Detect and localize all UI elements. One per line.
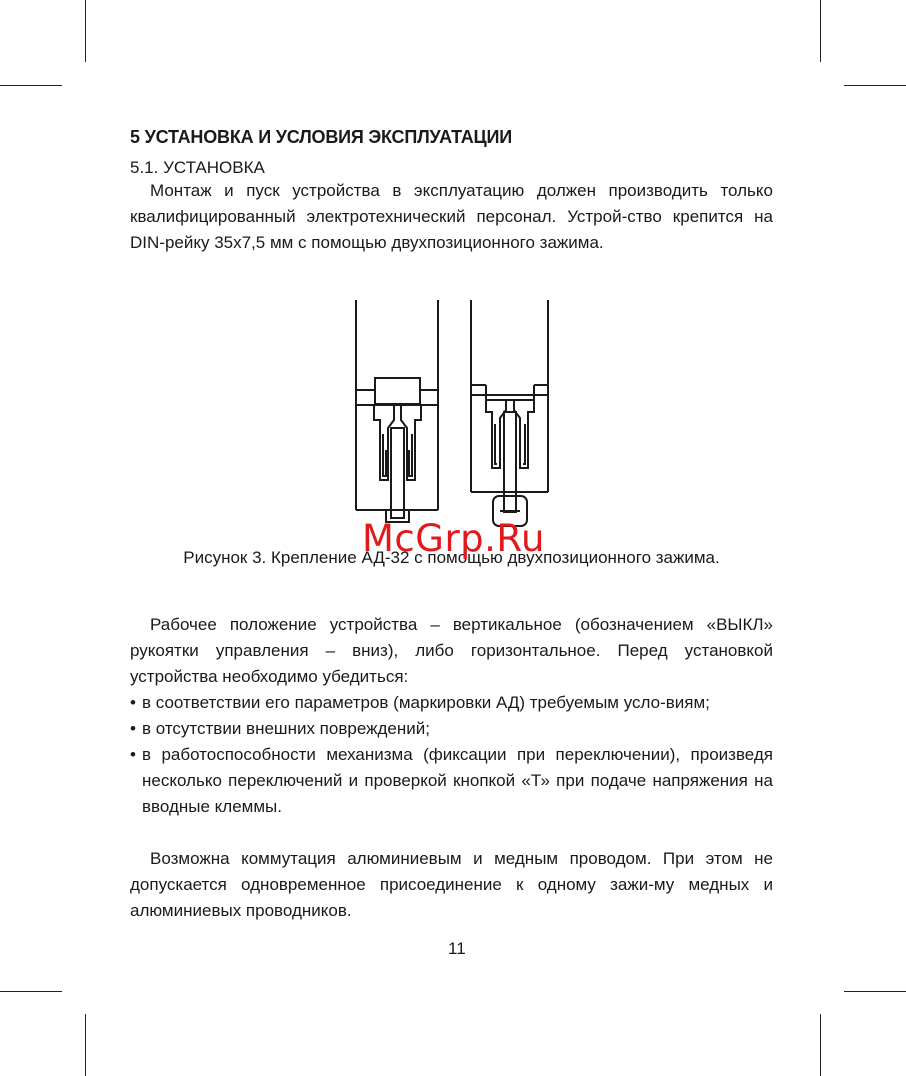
subsection-title: 5.1. УСТАНОВКА [130, 158, 265, 177]
crop-mark-bottom-left-vertical [85, 1014, 86, 1076]
bullet-marker: • [130, 745, 136, 764]
crop-mark-top-left-horizontal [0, 85, 62, 86]
bullet-marker: • [130, 719, 136, 738]
checklist [130, 690, 773, 820]
crop-mark-top-right-horizontal [844, 85, 906, 86]
crop-mark-top-left-vertical [85, 0, 86, 62]
crop-mark-bottom-left-horizontal [0, 991, 62, 992]
wiring-paragraph: Возможна коммутация алюминиевым и медным проводом. При этом не допускается одновременное присоединение к одному зажи-му медных и алюминиевых проводников. [130, 849, 773, 920]
checklist-item: • в соответствии его параметров (маркировки АД) требуемым усло-виям; [130, 690, 773, 716]
site-watermark: McGrp.Ru [362, 517, 545, 560]
crop-mark-bottom-right-vertical [820, 1014, 821, 1076]
checklist-item: • в отсутствии внешних повреждений; [130, 716, 773, 742]
crop-mark-top-right-vertical [820, 0, 821, 62]
crop-mark-bottom-right-horizontal [844, 991, 906, 992]
bullet-marker: • [130, 693, 136, 712]
figure-caption: Рисунок 3. Крепление АД-32 с помощью двухпозиционного зажима. [183, 548, 720, 567]
intro-paragraph: Монтаж и пуск устройства в эксплуатацию должен производить только квалифицированный электротехнический персонал. Устрой-ство крепится на DIN-рейку 35х7,5 мм с помощью двухпозиционного зажима. [130, 181, 773, 252]
page-number: 11 [448, 939, 466, 958]
clamp-released-drawing [471, 300, 548, 526]
din-rail-clamp-figure [350, 300, 570, 660]
checklist-item: • в работоспособности механизма (фиксации при переключении), произведя несколько переключений и проверкой кнопкой «Т» при подаче напряжения на вводные клеммы. [130, 742, 773, 820]
section-title: 5 УСТАНОВКА И УСЛОВИЯ ЭКСПЛУАТАЦИИ [130, 127, 512, 147]
clamp-locked-drawing [356, 300, 438, 522]
position-paragraph: Рабочее положение устройства – вертикальное (обозначением «ВЫКЛ» рукоятки управления – вниз), либо горизонтальное. Перед установкой устройства необходимо убедиться: [130, 615, 773, 686]
